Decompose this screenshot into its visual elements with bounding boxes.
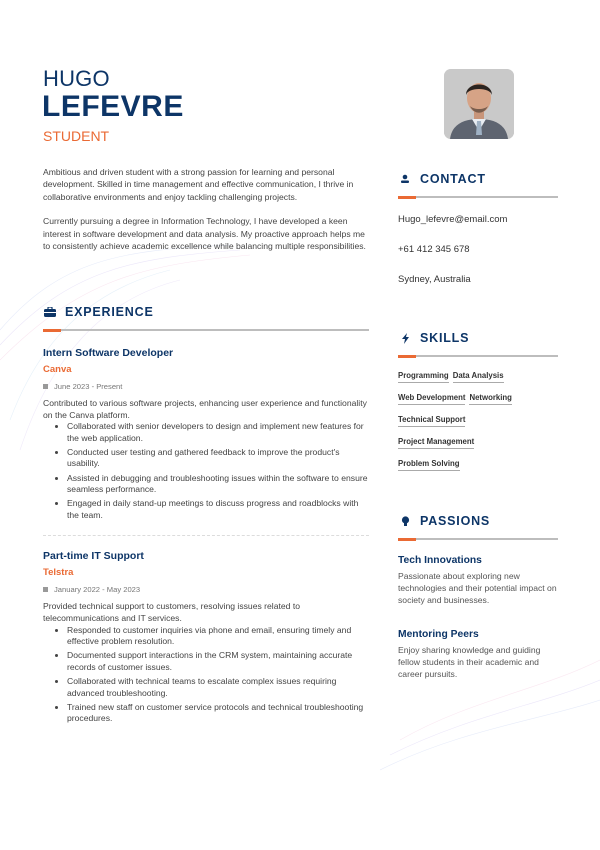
profile-summary bbox=[43, 166, 368, 264]
section-divider bbox=[398, 538, 558, 540]
section-divider bbox=[398, 355, 558, 357]
job-bullet: • Trained new staff on customer service protocols and technical troubleshooting procedures. bbox=[67, 702, 369, 725]
lightning-icon bbox=[398, 331, 412, 345]
passion-description: Passionate about exploring new technologies and their potential impact on society and businesses. bbox=[398, 571, 557, 605]
job-bullet: • Assisted in debugging and troubleshooting issues within the software to ensure seamless performance. bbox=[67, 473, 369, 496]
contact-location: Sydney, Australia bbox=[398, 274, 471, 285]
contact-heading-label: CONTACT bbox=[420, 172, 486, 186]
experience-heading bbox=[43, 305, 369, 319]
passion-item bbox=[398, 555, 558, 606]
passion-description: Enjoy sharing knowledge and guiding fellow students in their academic and career pursuits. bbox=[398, 645, 541, 679]
job-bullet: • Conducted user testing and gathered feedback to improve the product's usability. bbox=[67, 447, 369, 470]
calendar-icon bbox=[43, 587, 48, 592]
job-entry bbox=[43, 347, 369, 521]
lightbulb-icon bbox=[398, 514, 412, 528]
job-description: Provided technical support to customers, resolving issues related to telecommunications and IT services. bbox=[43, 601, 300, 624]
calendar-icon bbox=[43, 384, 48, 389]
passions-heading-label: PASSIONS bbox=[420, 514, 491, 528]
last-name: LEFEVRE bbox=[42, 90, 184, 123]
job-dates bbox=[43, 585, 369, 594]
experience-section bbox=[43, 305, 369, 727]
section-divider bbox=[43, 329, 369, 331]
skill-tag: Data Analysis bbox=[453, 371, 504, 383]
passion-title: Mentoring Peers bbox=[398, 629, 479, 640]
skill-tag: Technical Support bbox=[398, 415, 465, 427]
job-bullet: • Collaborated with technical teams to escalate complex issues requiring advanced troubleshooting. bbox=[67, 676, 369, 699]
job-bullet: • Responded to customer inquiries via phone and email, ensuring timely and effective problem resolution. bbox=[67, 625, 369, 648]
skill-tag: Web Development bbox=[398, 393, 465, 405]
job-role: Part-time IT Support bbox=[43, 550, 144, 563]
job-bullet: • Collaborated with senior developers to design and implement new features for the web application. bbox=[67, 421, 369, 444]
job-company: Telstra bbox=[43, 567, 74, 579]
skills-heading-label: SKILLS bbox=[420, 331, 470, 345]
passion-title: Tech Innovations bbox=[398, 555, 482, 566]
passions-section bbox=[398, 514, 558, 680]
job-title: STUDENT bbox=[43, 128, 110, 144]
summary-paragraph: Ambitious and driven student with a strong passion for learning and personal development. Skilled in time management and effective communication, I thrive in collaborative environments and enjoy tackling challenging projects. bbox=[43, 167, 354, 202]
job-bullets bbox=[43, 625, 369, 725]
skills-heading bbox=[398, 331, 558, 345]
contact-email[interactable]: Hugo_lefevre@email.com bbox=[398, 214, 508, 225]
skill-tag: Programming bbox=[398, 371, 449, 383]
briefcase-icon bbox=[43, 305, 57, 319]
contact-phone[interactable]: +61 412 345 678 bbox=[398, 244, 470, 255]
skill-tag: Networking bbox=[469, 393, 511, 405]
job-dates bbox=[43, 382, 369, 391]
job-dates-text: January 2022 - May 2023 bbox=[54, 585, 141, 595]
section-divider bbox=[398, 196, 558, 198]
skills-list bbox=[398, 371, 558, 481]
job-entry bbox=[43, 550, 369, 724]
job-dates-text: June 2023 - Present bbox=[54, 382, 123, 391]
skill-tag: Problem Solving bbox=[398, 459, 460, 471]
person-icon bbox=[398, 172, 412, 186]
summary-paragraph: Currently pursuing a degree in Information Technology, I have developed a keen interest in software development and data analysis. My proactive approach helps me to consistently achieve academic excellence while balancing multiple responsibilities. bbox=[43, 216, 366, 252]
person-portrait-icon bbox=[444, 69, 514, 139]
first-name: HUGO bbox=[43, 66, 110, 91]
passions-heading bbox=[398, 514, 558, 528]
job-divider bbox=[43, 535, 369, 536]
job-description: Contributed to various software projects, enhancing user experience and functionality on the Canva platform. bbox=[43, 398, 367, 420]
skills-section bbox=[398, 331, 558, 481]
job-bullet: • Engaged in daily stand-up meetings to discuss progress and roadblocks with the team. bbox=[67, 498, 369, 521]
job-bullets bbox=[43, 421, 369, 521]
job-company: Canva bbox=[43, 364, 72, 375]
experience-heading-label: EXPERIENCE bbox=[65, 305, 154, 319]
passion-item bbox=[398, 629, 558, 680]
job-bullet: • Documented support interactions in the CRM system, maintaining accurate records of customer issues. bbox=[67, 650, 369, 673]
contact-heading bbox=[398, 172, 558, 186]
job-role: Intern Software Developer bbox=[43, 347, 174, 359]
profile-photo bbox=[444, 69, 514, 139]
skill-tag: Project Management bbox=[398, 437, 474, 449]
contact-section bbox=[398, 172, 558, 285]
